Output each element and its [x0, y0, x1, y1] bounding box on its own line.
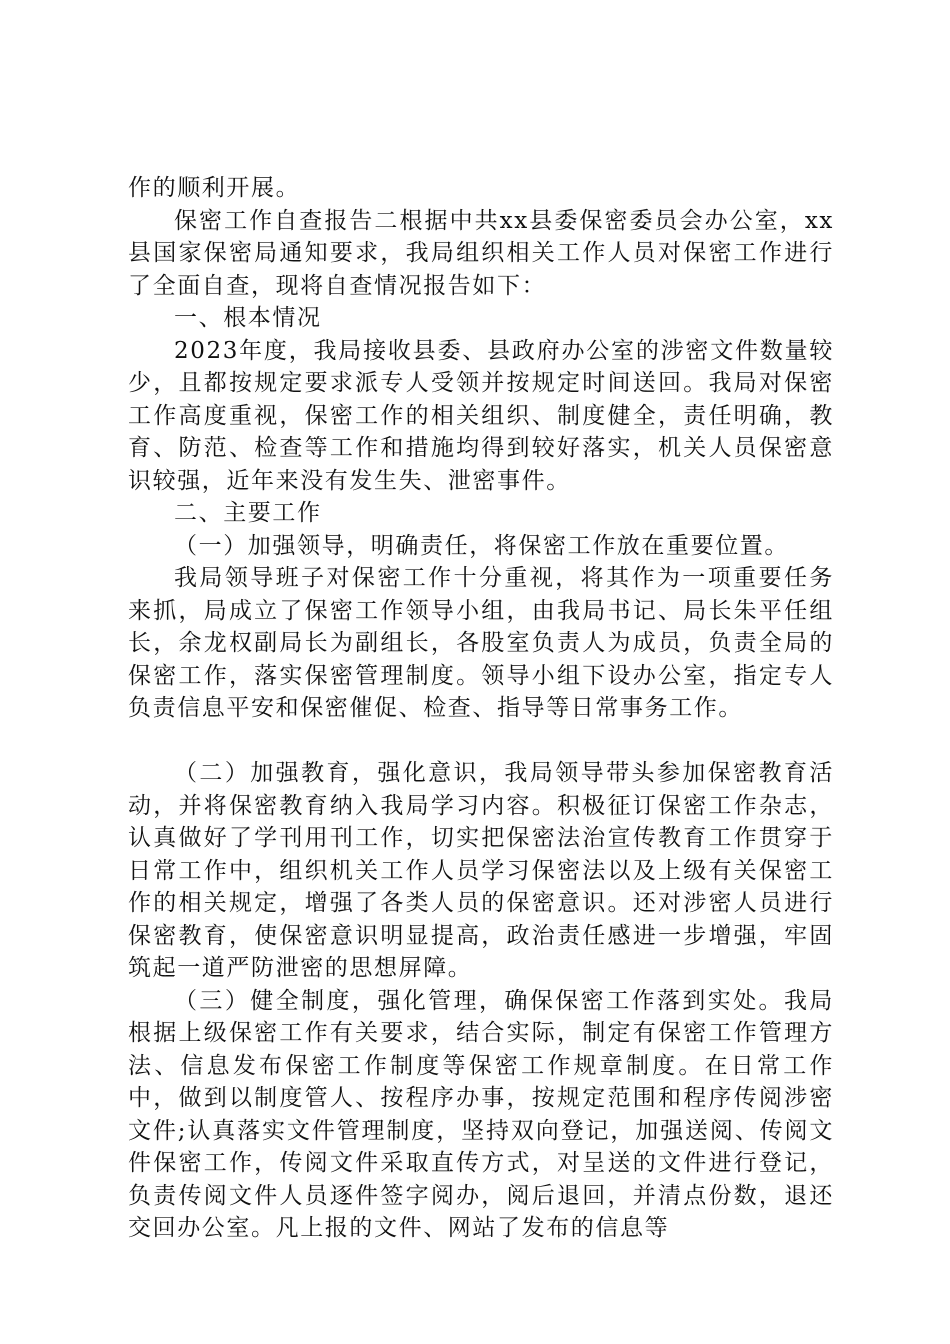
paragraph-spacer	[128, 725, 834, 758]
paragraph-intro: 保密工作自查报告二根据中共xx县委保密委员会办公室，xx县国家保密局通知要求，我局组织相关工作人员对保密工作进行了全面自查，现将自查情况报告如下：	[128, 207, 834, 299]
document-body	[128, 172, 834, 1245]
paragraph-basic-situation: 2023年度，我局接收县委、县政府办公室的涉密文件数量较少，且都按规定要求派专人受领并按规定时间送回。我局对保密工作高度重视，保密工作的相关组织、制度健全，责任明确，教育、防范、检查等工作和措施均得到较好落实，机关人员保密意识较强，近年来没有发生失、泄密事件。	[128, 337, 834, 494]
paragraph-system: （三）健全制度，强化管理，确保保密工作落到实处。我局根据上级保密工作有关要求，结合实际，制定有保密工作管理方法、信息发布保密工作制度等保密工作规章制度。在日常工作中，做到以制度管人、按程序办事，按规定范围和程序传阅涉密文件;认真落实文件管理制度，坚持双向登记，加强送阅、传阅文件保密工作，传阅文件采取直传方式，对呈送的文件进行登记，负责传阅文件人员逐件签字阅办，阅后退回，并清点份数，退还交回办公室。凡上报的文件、网站了发布的信息等	[128, 987, 834, 1241]
paragraph-leadership: 我局领导班子对保密工作十分重视，将其作为一项重要任务来抓，局成立了保密工作领导小组，由我局书记、局长朱平任组长，余龙权副局长为副组长，各股室负责人为成员，负责全局的保密工作，落实保密管理制度。领导小组下设办公室，指定专人负责信息平安和保密催促、检查、指导等日常事务工作。	[128, 565, 834, 721]
paragraph-education: （二）加强教育，强化意识，我局领导带头参加保密教育活动，并将保密教育纳入我局学习内容。积极征订保密工作杂志，认真做好了学刊用刊工作，切实把保密法治宣传教育工作贯穿于日常工作中，组织机关工作人员学习保密法以及上级有关保密工作的相关规定，增强了各类人员的保密意识。还对涉密人员进行保密教育，使保密意识明显提高，政治责任感进一步增强，牢固筑起一道严防泄密的思想屏障。	[128, 760, 834, 981]
paragraph-continuation: 作的顺利开展。	[128, 175, 301, 201]
section-heading-basic-situation: 一、根本情况	[174, 305, 322, 331]
subheading-leadership: （一）加强领导，明确责任，将保密工作放在重要位置。	[174, 532, 789, 559]
section-heading-main-work: 二、主要工作	[174, 500, 322, 526]
